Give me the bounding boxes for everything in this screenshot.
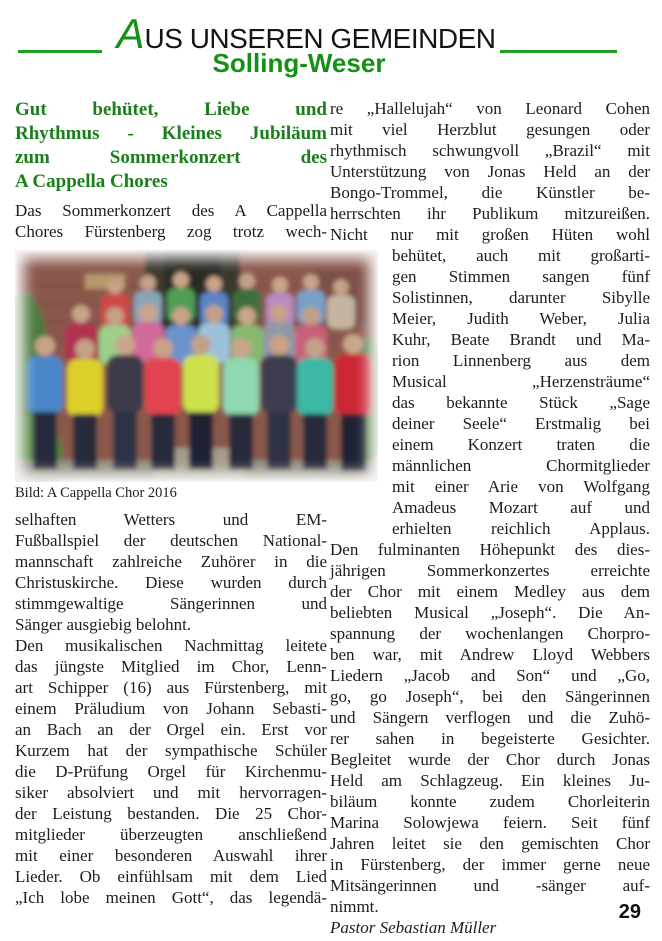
text-line: beliebten Musical „Joseph“. Die An- (330, 603, 650, 622)
text-line: zum Sommerkonzert des (15, 147, 327, 168)
text-line: einem Präludium von Johann Sebasti- (15, 699, 327, 718)
text-line: Den musikalischen Nachmittag leitete (15, 636, 327, 655)
text-line: gen Stimmen sangen fünf (392, 267, 650, 286)
paragraph-right-top (330, 98, 650, 245)
text-line: Marina Solowjewa feiern. Seit fünf (330, 813, 650, 832)
text-line: Chores Fürstenberg zog trotz wech- (15, 222, 327, 241)
choir-group-photo-illustration (15, 250, 378, 482)
text-line: Jahren leitet sie den gemischten Chor (330, 834, 650, 853)
paragraph-organist (15, 635, 327, 908)
page-number: 29 (618, 901, 641, 923)
paragraph-right-bottom (330, 539, 650, 917)
choir-group-photo (15, 250, 378, 482)
text-line: Rhythmus - Kleines Jubiläum (15, 123, 327, 144)
paragraph-photo-wrap (392, 245, 650, 539)
text-line: erhielten reichlich Applaus. (392, 519, 650, 538)
text-line: art Schipper (16) aus Fürstenberg, mit (15, 678, 327, 697)
text-line: Meier, Judith Weber, Julia (392, 309, 650, 328)
text-line: siker absolviert und mit hervorragen- (15, 783, 327, 802)
text-line: nimmt. (330, 897, 379, 916)
text-line: biläum konnte zudem Chorleiterin (330, 792, 650, 811)
text-line: Begleitet wurde der Chor durch Jonas (330, 750, 650, 769)
text-line: jährigen Sommerkonzertes erreichte (330, 561, 650, 580)
text-line: re „Hallelujah“ von Leonard Cohen (330, 99, 650, 118)
choir-photo-figure (15, 250, 378, 503)
text-line: ben war, mit Andrew Lloyd Webbers (330, 645, 650, 664)
text-line: mitglieder überzeugten anschließend (15, 825, 327, 844)
text-line: der Chor mit einem Medley aus dem (330, 582, 650, 601)
text-line: Das Sommerkonzert des A Cappella (15, 201, 327, 220)
text-line: Christuskirche. Diese wurden durch (15, 573, 327, 592)
text-line: rhythmisch schwungvoll „Brazil“ mit (330, 141, 650, 160)
text-line: an Bach an der Orgel ein. Erst vor (15, 720, 327, 739)
section-title-initial: A (116, 10, 145, 57)
text-line: Gut behütet, Liebe und (15, 99, 327, 120)
text-line: Bongo-Trommel, die Künstler be- (330, 183, 650, 202)
text-line: der Leistung bestanden. Die 25 Chor- (15, 804, 327, 823)
text-line: mit einer besonderen Auswahl ihrer (15, 846, 327, 865)
text-line: mannschaft zahlreiche Zuhörer in die (15, 552, 327, 571)
right-column (330, 98, 650, 938)
text-line: go, go Joseph“, bei den Sängerinnen (330, 687, 650, 706)
text-line: Kuhr, Beate Brandt und Ma- (392, 330, 650, 349)
text-line: Lieder. Ob einfühlsam mit dem Lied (15, 867, 327, 886)
text-line: „Ich lobe meinen Gott“, das legendä- (15, 888, 327, 907)
text-line: selhaften Wetters und EM- (15, 510, 327, 529)
text-line: Den fulminanten Höhepunkt des dies- (330, 540, 650, 559)
text-line: das bekannte Stück „Sage (392, 393, 650, 412)
text-line: mit einer Arie von Wolfgang (392, 477, 650, 496)
section-title-rest: US UNSEREN GEMEINDEN (144, 23, 496, 54)
section-subtitle: Solling-Weser (212, 48, 386, 78)
text-line: Unterstützung von Jonas Held an der (330, 162, 650, 181)
text-line: spannung der wochenlangen Chorpro- (330, 624, 650, 643)
text-line: rer sahen in begeisterte Gesichter. (330, 729, 650, 748)
byline: Pastor Sebastian Müller (330, 918, 497, 937)
text-line: Solistinnen, darunter Sibylle (392, 288, 650, 307)
text-line: Nicht nur mit großen Hüten wohl (330, 225, 650, 244)
photo-caption: Bild: A Cappella Chor 2016 (15, 485, 177, 501)
text-line: Fußballspiel der deutschen National- (15, 531, 327, 550)
text-line: stimmgewaltige Sängerinnen und (15, 594, 327, 613)
text-line: Sänger ausgiebig belohnt. (15, 615, 192, 634)
text-line: die D-Prüfung Orgel für Kirchenmu- (15, 762, 327, 781)
text-line: Mitsängerinnen und -sänger auf- (330, 876, 650, 895)
text-line: herrschten ihr Publikum mitzureißen. (330, 204, 650, 223)
text-line: mit viel Herzblut gesungen oder (330, 120, 650, 139)
text-line: in Fürstenberg, der immer gerne neue (330, 855, 650, 874)
text-line: Held am Schlagzeug. Ein kleines Ju- (330, 771, 650, 790)
text-line: A Cappella Chores (15, 171, 168, 192)
text-line: Musical „Herzensträume“ (392, 372, 650, 391)
text-line: Amadeus Mozart auf und (392, 498, 650, 517)
text-line: und Sängern verflogen und die Zuhö- (330, 708, 650, 727)
text-line: deiner Seele“ Erstmalig bei (392, 414, 650, 433)
text-line: Kurzem hat der sympathische Schüler (15, 741, 327, 760)
paragraph-intro (15, 200, 327, 242)
text-line: männlichen Chormitglieder (392, 456, 650, 475)
text-line: Liedern „Jacob and Son“ und „Go, (330, 666, 650, 685)
left-column (15, 98, 327, 908)
paragraph-after-photo (15, 509, 327, 635)
text-line: einem Konzert traten die (392, 435, 650, 454)
text-line: behütet, auch mit großarti- (392, 246, 650, 265)
text-line: rion Linnenberg aus dem (392, 351, 650, 370)
article-headline (15, 98, 327, 194)
text-line: das jüngste Mitglied im Chor, Lenn- (15, 657, 327, 676)
